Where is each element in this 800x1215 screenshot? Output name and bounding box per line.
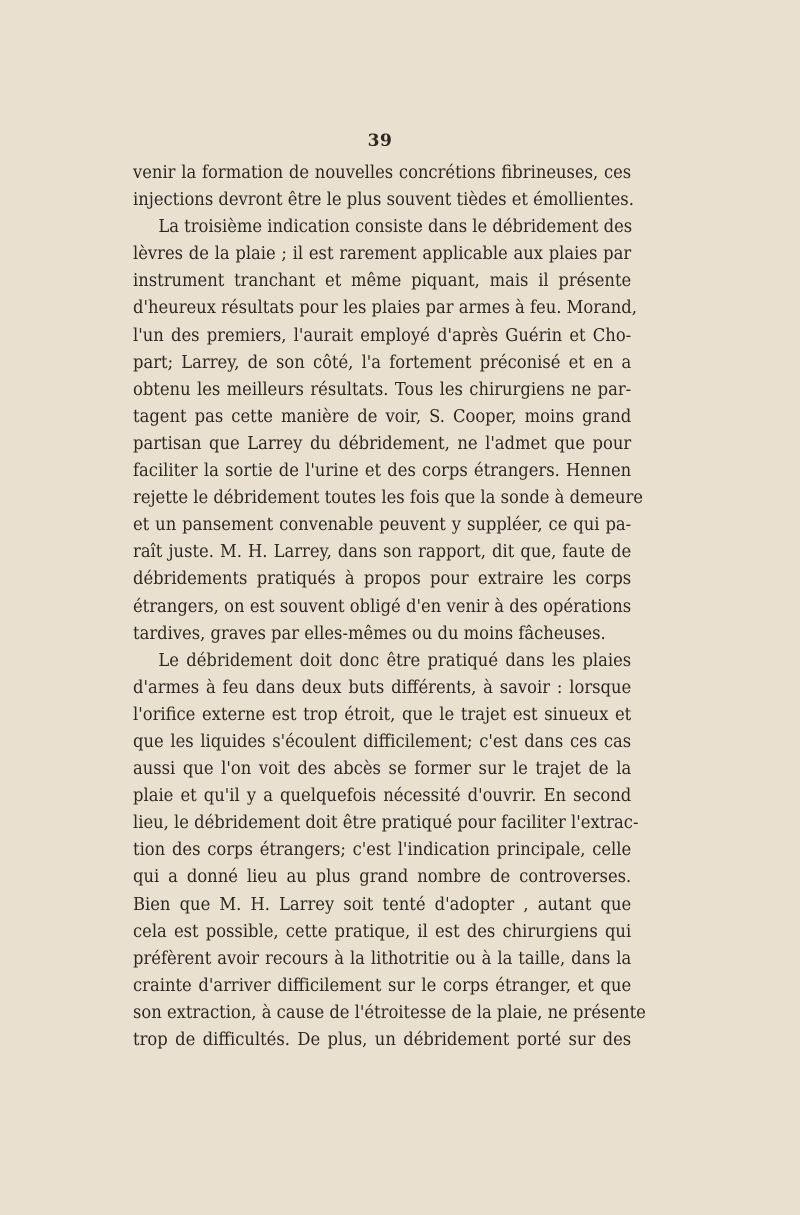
text-line: injections devront être le plus souvent tièdes et émollientes. [133,190,634,211]
text-line: étrangers, on est souvent obligé d'en venir à des opérations [133,596,632,617]
text-line: son extraction, à cause de l'étroitesse de la plaie, ne présente [133,1002,646,1023]
text-line: Le débridement doit donc être pratiqué dans les plaies [158,650,632,671]
text-line: part; Larrey, de son côté, l'a fortement préconisé et en a [133,352,632,373]
text-line: que les liquides s'écoulent difficilement; c'est dans ces cas [133,731,632,752]
text-line: qui a donné lieu au plus grand nombre de controverses. [133,867,632,888]
text-line: tagent pas cette manière de voir, S. Cooper, moins grand [133,406,632,427]
text-line: obtenu les meilleurs résultats. Tous les chirurgiens ne par- [133,379,632,400]
text-line: l'orifice externe est trop étroit, que le trajet est sinueux et [133,704,632,725]
text-line: aussi que l'on voit des abcès se former sur le trajet de la [133,759,632,780]
text-line: plaie et qu'il y a quelquefois nécessité d'ouvrir. En second [133,786,632,807]
text-line: La troisième indication consiste dans le débridement des [158,217,633,238]
text-line: rejette le débridement toutes les fois que la sonde à demeure [133,488,643,509]
text-line: faciliter la sortie de l'urine et des corps étrangers. Hennen [133,461,632,482]
text-line: préfèrent avoir recours à la lithotritie ou à la taille, dans la [133,948,632,969]
text-line: venir la formation de nouvelles concrétions fibrineuses, ces [133,163,632,183]
text-line: crainte d'arriver difficilement sur le corps étranger, et que [133,975,632,996]
text-line: tardives, graves par elles-mêmes ou du moins fâcheuses. [133,623,606,644]
text-line: raît juste. M. H. Larrey, dans son rapport, dit que, faute de [133,542,632,563]
text-line: Bien que M. H. Larrey soit tenté d'adopter , autant que [133,894,632,915]
text-line: lèvres de la plaie ; il est rarement applicable aux plaies par [133,244,632,265]
text-line: d'heureux résultats pour les plaies par armes à feu. Morand, [133,298,637,319]
text-line: tion des corps étrangers; c'est l'indication principale, celle [133,840,632,861]
page-number: 39 [367,131,393,151]
text-line: cela est possible, cette pratique, il est des chirurgiens qui [133,921,632,942]
text-line: trop de difficultés. De plus, un débridement porté sur des [133,1030,632,1050]
text-line: lieu, le débridement doit être pratiqué pour faciliter l'extrac- [133,813,639,834]
text-line: débridements pratiqués à propos pour extraire les corps [133,569,632,590]
text-line: d'armes à feu dans deux buts différents, à savoir : lorsque [133,677,632,698]
text-line: instrument tranchant et même piquant, mais il présente [133,271,632,292]
text-line: et un pansement convenable peuvent y suppléer, ce qui pa- [133,515,632,536]
body-text [133,160,646,1054]
text-line: l'un des premiers, l'aurait employé d'après Guérin et Cho- [133,325,632,346]
text-line: partisan que Larrey du débridement, ne l'admet que pour [133,433,632,454]
